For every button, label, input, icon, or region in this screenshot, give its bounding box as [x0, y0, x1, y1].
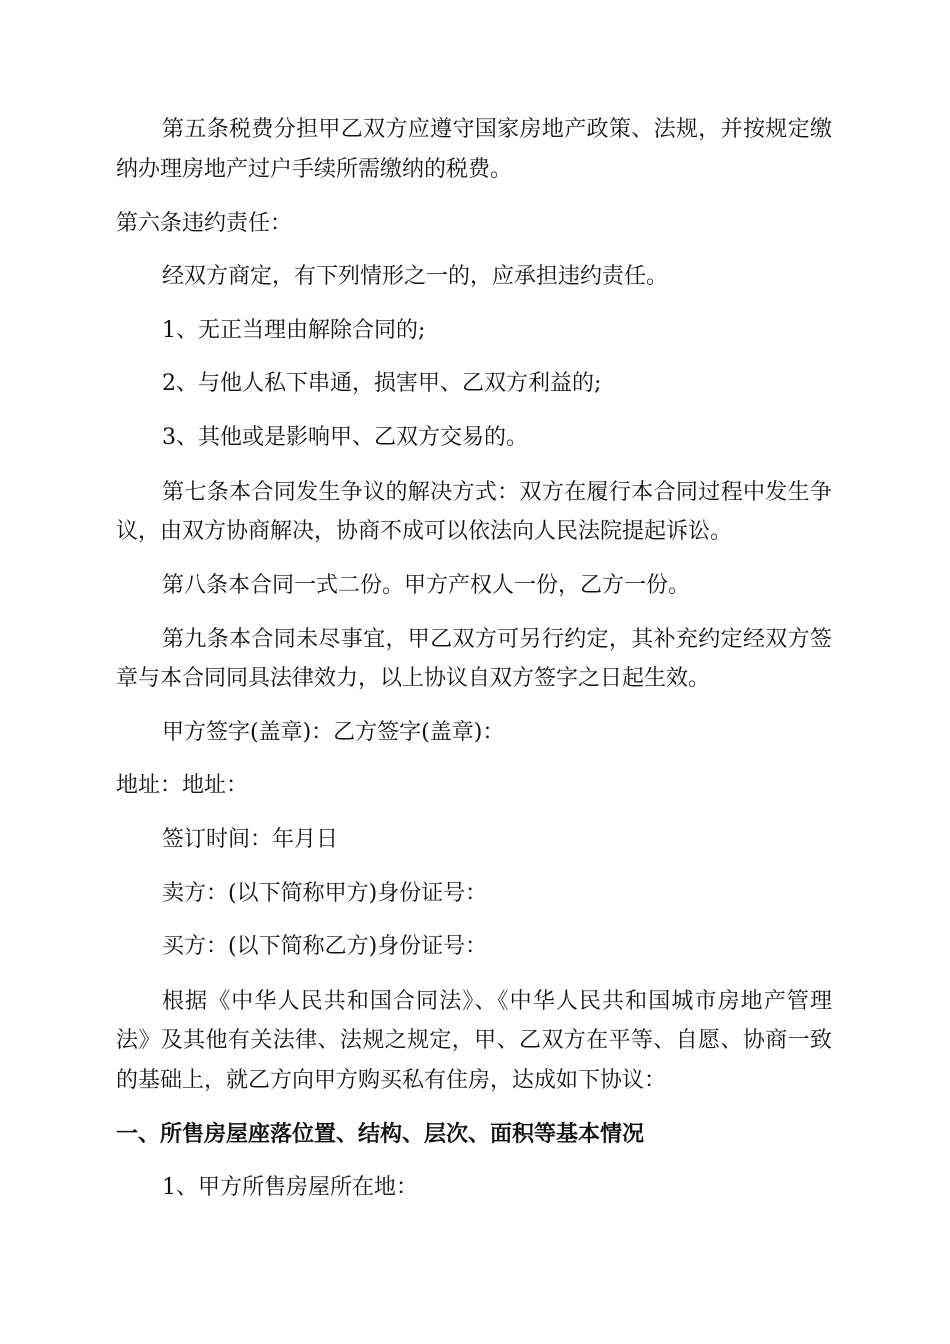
article-5-line-1: 第五条税费分担甲乙双方应遵守国家房地产政策、法规，并按规定缴 [162, 117, 832, 142]
article-7-line-2: 议，由双方协商解决，协商不成可以依法向人民法院提起诉讼。 [116, 519, 733, 544]
seller-line: 卖方：(以下简称甲方)身份证号： [162, 881, 488, 906]
article-9-line-1: 第九条本合同未尽事宜，甲乙双方可另行约定，其补充约定经双方签 [162, 627, 832, 652]
article-5-line-2: 纳办理房地产过户手续所需缴纳的税费。 [116, 157, 513, 182]
article-9-line-2: 章与本合同同具法律效力，以上协议自双方签字之日起生效。 [116, 666, 711, 691]
article-6-item-3: 3、其他或是影响甲、乙双方交易的。 [162, 425, 528, 450]
signing-date-line: 签订时间：年月日 [162, 827, 339, 852]
article-8: 第八条本合同一式二份。甲方产权人一份，乙方一份。 [162, 573, 691, 598]
section-1-item-1: 1、甲方所售房屋所在地： [162, 1175, 418, 1200]
article-7-line-1: 第七条本合同发生争议的解决方式：双方在履行本合同过程中发生争 [162, 480, 832, 505]
article-6-item-1: 1、无正当理由解除合同的; [162, 318, 426, 343]
article-6-item-2: 2、与他人私下串通，损害甲、乙双方利益的; [162, 371, 602, 396]
article-6-title: 第六条违约责任： [116, 211, 293, 236]
preamble-line-2: 法》及其他有关法律、法规之规定，甲、乙双方在平等、自愿、协商一致 [116, 1028, 832, 1053]
article-6-intro: 经双方商定，有下列情形之一的，应承担违约责任。 [162, 264, 669, 289]
preamble-line-3: 的基础上，就乙方向甲方购买私有住房，达成如下协议： [116, 1068, 667, 1093]
section-1-heading: 一、所售房屋座落位置、结构、层次、面积等基本情况 [116, 1122, 645, 1147]
preamble-line-1: 根据《中华人民共和国合同法》、《中华人民共和国城市房地产管理 [162, 989, 832, 1014]
buyer-line: 买方：(以下简称乙方)身份证号： [162, 934, 488, 959]
address-line: 地址：地址： [116, 773, 249, 798]
signature-line: 甲方签字(盖章)：乙方签字(盖章)： [162, 720, 505, 745]
